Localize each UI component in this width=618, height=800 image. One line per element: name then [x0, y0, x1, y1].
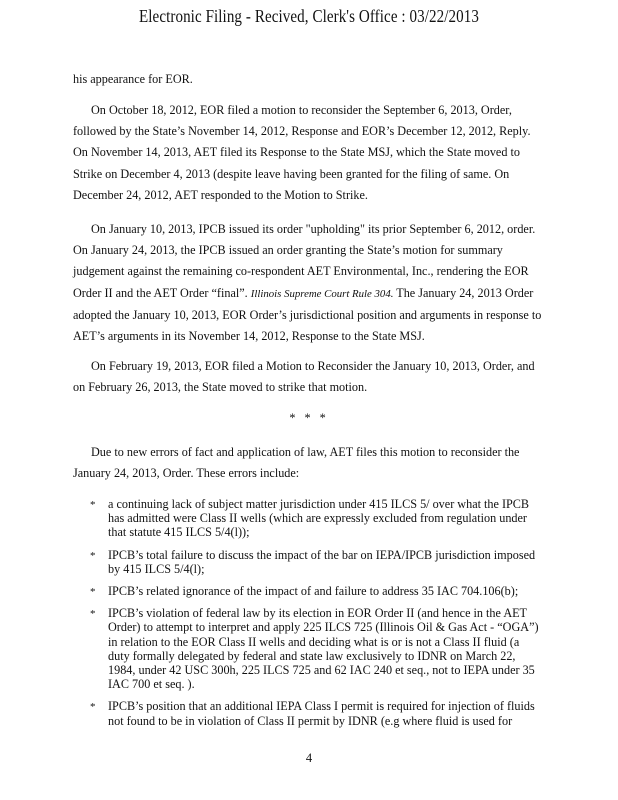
paragraph-january-orders-part2: The January 24, 2013 Order adopted the January 10, 2013, EOR Order’s jurisdictional position and arguments in response to AET’s arguments in its November 14, 2012, Response to the State MSJ. [73, 285, 542, 344]
paragraph-february-motion: On February 19, 2013, EOR filed a Motion to Reconsider the January 10, 2013, Order, and on February 26, 2013, the State moved to strike that motion. [73, 359, 535, 395]
paragraph-january-orders [73, 219, 545, 347]
list-item [90, 497, 540, 540]
section-separator: * * * [289, 411, 329, 425]
rule-citation: Illinois Supreme Court Rule 304. [250, 287, 394, 300]
paragraph-october-motion: On October 18, 2012, EOR filed a motion to reconsider the September 6, 2013, Order, followed by the State’s November 14, 2012, Response and EOR’s December 12, 2012, Reply. On November 14, 2013, AET filed its Response to the State MSJ, which the State moved to Strike on December 4, 2013 (despite leave having been granted for the filing of same. On December 24, 2012, AET responded to the Motion to Strike. [73, 103, 531, 202]
list-item-text: IPCB’s violation of federal law by its election in EOR Order II (and hence in the AET Order) to attempt to interpret and apply 225 ILCS 725 (Illinois Oil & Gas Act - “OGA”) in relation to the EOR Class II wells and deciding what is or is not a Class II fluid (a duty formally delegated by federal and state law exclusively to IDNR on March 22, 1984, under 42 USC 300h, 225 ILCS 725 and 62 IAC 240 et seq., not to IEPA under 35 IAC 700 et seq. ). [108, 606, 539, 692]
list-item-text: IPCB’s position that an additional IEPA Class I permit is required for injection of fluids not found to be in violation of Class II permit by IDNR (e.g where fluid is used for [108, 699, 535, 728]
bullet-marker: * [90, 499, 96, 511]
list-item-text: a continuing lack of subject matter jurisdiction under 415 ILCS 5/ over what the IPCB has admitted were Class II wells (which are expressly excluded from regulation under that statute 415 ILCS 5/4(l)); [108, 497, 530, 540]
bullet-marker: * [90, 549, 96, 562]
list-item-text: IPCB’s total failure to discuss the impact of the bar on IEPA/IPCB jurisdiction imposed by 415 ILCS 5/4(l); [108, 547, 536, 576]
paragraph-january-orders-part1: On January 10, 2013, IPCB issued its order "upholding" its prior September 6, 2012, order. On January 24, 2013, the IPCB issued an order granting the State’s motion for summary judgement against the remaining co-respondent AET Environmental, Inc., rendering the EOR Order II and the AET Order “final”. [73, 222, 536, 300]
bullet-marker: * [90, 701, 96, 714]
paragraph-appearance: his appearance for EOR. [73, 72, 193, 86]
paragraph-errors-intro: Due to new errors of fact and application of law, AET files this motion to reconsider the January 24, 2013, Order. These errors include: [73, 445, 520, 481]
filing-header: Electronic Filing - Recived, Clerk's Office : 03/22/2013 [139, 6, 479, 26]
bullet-marker: * [90, 586, 96, 599]
list-item [90, 548, 540, 576]
errors-list [90, 497, 540, 736]
list-item [90, 699, 540, 727]
page-number: 4 [305, 751, 313, 765]
list-item [90, 606, 540, 691]
list-item [90, 584, 540, 598]
list-item-text: IPCB’s related ignorance of the impact of and failure to address 35 IAC 704.106(b); [108, 584, 519, 599]
bullet-marker: * [90, 608, 96, 621]
